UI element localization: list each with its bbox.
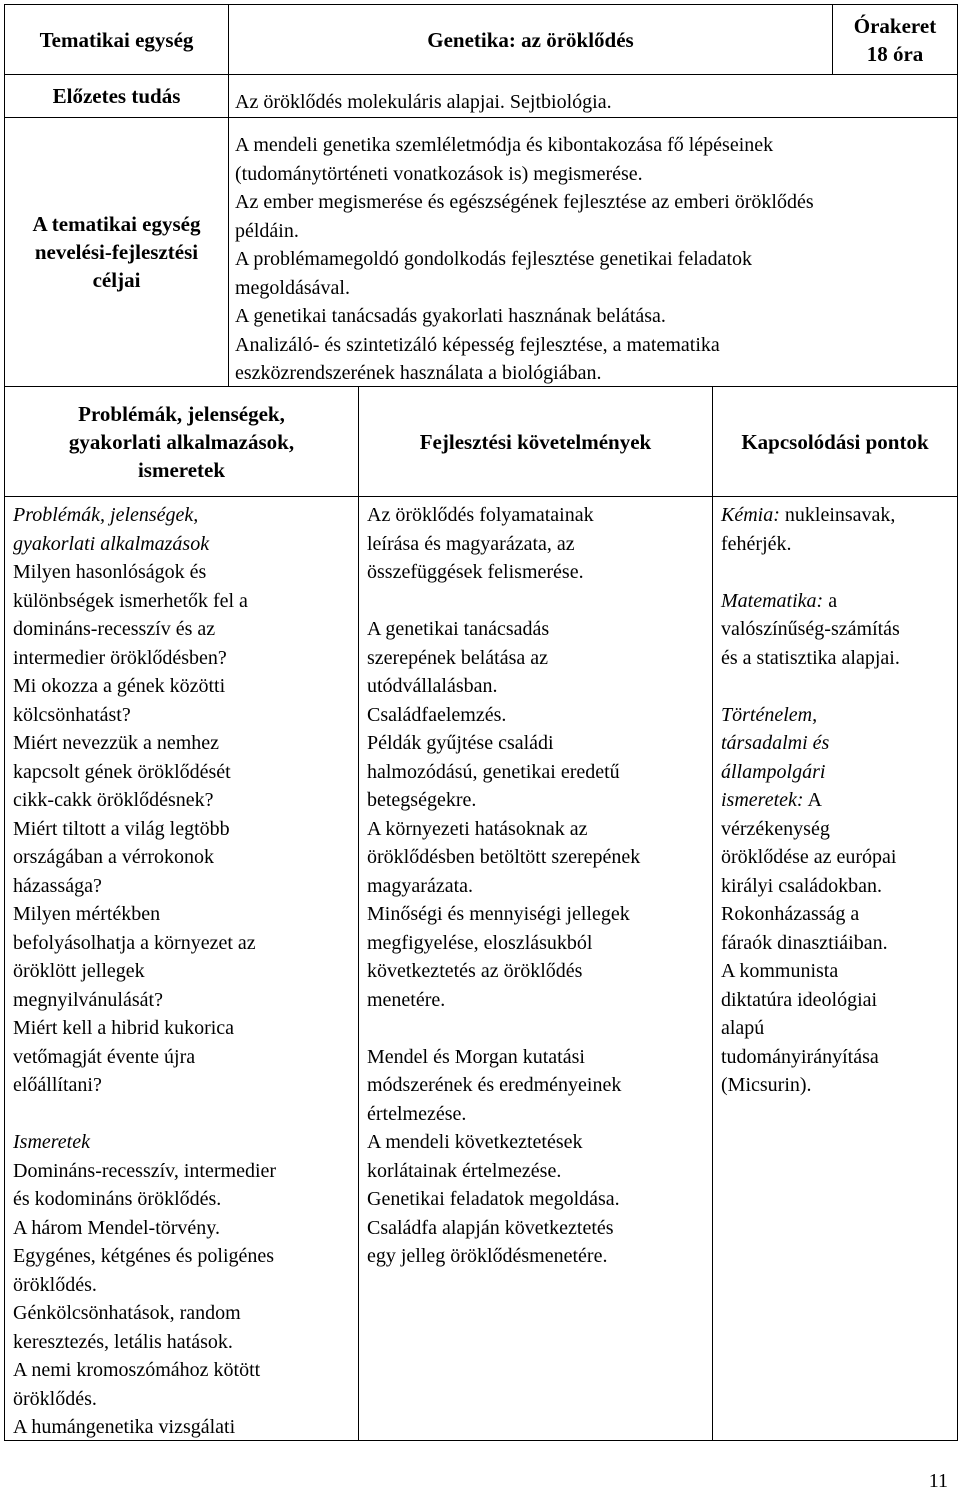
goals-label-cell xyxy=(4,117,229,387)
goal-line: Az ember megismerése és egészségének fejlesztése az emberi öröklődés xyxy=(235,191,814,213)
problems-heading: Problémák, jelenségek, xyxy=(13,504,199,526)
col-connections-header-text: Kapcsolódási pontok xyxy=(741,429,929,454)
connection-line: fáraók dinasztiáiban. xyxy=(721,931,888,954)
problem-line: domináns-recesszív és az xyxy=(13,618,216,640)
chemistry-label: Kémia: xyxy=(721,504,780,526)
history-text: A xyxy=(803,789,822,811)
problem-line: cikk-cakk öröklődésnek? xyxy=(13,789,214,811)
knowledge-line: A humángenetika vizsgálati xyxy=(13,1416,236,1438)
problem-line: házassága? xyxy=(13,874,102,897)
goals-label-line: A tematikai egység xyxy=(32,212,201,236)
connection-line: Rokonházasság a xyxy=(721,903,860,925)
problem-line: Milyen hasonlóságok és xyxy=(13,561,207,583)
col-problems-header xyxy=(4,386,359,497)
problem-line: Miért nevezzük a nemhez xyxy=(13,732,220,754)
goal-line: példáin. xyxy=(235,219,299,242)
chemistry-text: nukleinsavak, xyxy=(779,504,896,526)
page-number: 11 xyxy=(928,1470,948,1492)
problem-line: intermedier öröklődésben? xyxy=(13,646,227,669)
connection-line: A kommunista xyxy=(721,960,839,982)
goals-label-line: céljai xyxy=(92,268,141,292)
problem-line: különbségek ismerhetők fel a xyxy=(13,589,248,612)
goals-cell xyxy=(228,117,958,387)
connection-line: vérzékenység xyxy=(721,817,830,840)
knowledge-line: keresztezés, letális hatások. xyxy=(13,1330,233,1353)
problem-line: vetőmagját évente újra xyxy=(13,1045,196,1068)
connection-line: alapú xyxy=(721,1017,765,1039)
goal-line: (tudománytörténeti vonatkozások is) megismerése. xyxy=(235,162,643,185)
history-label-line: állampolgári xyxy=(721,760,826,783)
goal-line: Analizáló- és szintetizáló képesség fejlesztése, a matematika xyxy=(235,333,720,356)
requirement-line: Minőségi és mennyiségi jellegek xyxy=(367,903,630,925)
requirement-line: magyarázata. xyxy=(367,874,474,897)
requirement-line: szerepének belátása az xyxy=(367,646,548,669)
requirement-line: Példák gyűjtése családi xyxy=(367,732,554,754)
connection-line: fehérjék. xyxy=(721,532,792,555)
col-problems-header-line: ismeretek xyxy=(137,457,226,482)
requirement-line: korlátainak értelmezése. xyxy=(367,1159,562,1182)
knowledge-line: A nemi kromoszómához kötött xyxy=(13,1359,261,1381)
connection-line: öröklődése az európai xyxy=(721,846,897,868)
col-problems-header-line: gyakorlati alkalmazások, xyxy=(68,429,295,454)
requirement-line: Mendel és Morgan kutatási xyxy=(367,1045,585,1068)
requirement-line: betegségekre. xyxy=(367,789,477,811)
problem-line: megnyilvánulását? xyxy=(13,988,163,1011)
problem-line: országában a vérrokonok xyxy=(13,846,215,868)
goal-line: eszközrendszerének használata a biológiában. xyxy=(235,362,602,384)
problem-line: befolyásolhatja a környezet az xyxy=(13,931,256,954)
requirement-line: összefüggések felismerése. xyxy=(367,561,584,583)
knowledge-line: öröklődés. xyxy=(13,1273,97,1296)
problem-line: öröklött jellegek xyxy=(13,960,145,982)
col-requirements-header-text: Fejlesztési követelmények xyxy=(419,429,652,454)
requirement-line: értelmezése. xyxy=(367,1102,467,1125)
requirement-line: Az öröklődés folyamatainak xyxy=(367,504,594,526)
problem-line: Miért kell a hibrid kukorica xyxy=(13,1017,235,1039)
requirement-line: Családfaelemzés. xyxy=(367,703,507,726)
hours-label: Órakeret xyxy=(853,13,937,38)
history-label-line: Történelem, xyxy=(721,703,818,726)
prior-knowledge-label: Előzetes tudás xyxy=(52,84,181,108)
problem-line: előállítani? xyxy=(13,1074,102,1096)
knowledge-line: A három Mendel-törvény. xyxy=(13,1216,220,1239)
requirement-line: A genetikai tanácsadás xyxy=(367,618,550,640)
connection-line: tudományirányítása xyxy=(721,1045,879,1068)
unit-label: Tematikai egység xyxy=(39,27,194,52)
knowledge-line: Génkölcsönhatások, random xyxy=(13,1302,241,1324)
connection-line: királyi családokban. xyxy=(721,874,883,897)
connection-line: valószínűség-számítás xyxy=(721,618,900,640)
unit-label-cell xyxy=(4,4,229,75)
requirement-line: A mendeli következtetések xyxy=(367,1131,583,1153)
hours-value: 18 óra xyxy=(866,41,924,66)
problem-line: Mi okozza a gének közötti xyxy=(13,675,226,697)
connections-cell xyxy=(712,496,958,1441)
goal-line: A problémamegoldó gondolkodás fejlesztése genetikai feladatok xyxy=(235,248,753,270)
connection-line: és a statisztika alapjai. xyxy=(721,646,900,669)
goal-line: A mendeli genetika szemléletmódja és kibontakozása fő lépéseinek xyxy=(235,134,774,156)
knowledge-line: öröklődés. xyxy=(13,1387,97,1410)
problem-line: Miért tiltott a világ legtöbb xyxy=(13,817,230,840)
requirement-line: egy jelleg öröklődésmenetére. xyxy=(367,1245,608,1267)
prior-knowledge-cell xyxy=(228,74,958,118)
requirement-line: módszerének és eredményeinek xyxy=(367,1074,622,1096)
history-label: ismeretek: xyxy=(721,789,804,811)
requirement-line: leírása és magyarázata, az xyxy=(367,532,575,555)
requirement-line: halmozódású, genetikai eredetű xyxy=(367,760,620,783)
requirements-cell xyxy=(358,496,713,1441)
col-problems-header-line: Problémák, jelenségek, xyxy=(78,401,285,426)
knowledge-line: és kodomináns öröklődés. xyxy=(13,1188,222,1210)
goals-label-line: nevelési-fejlesztési xyxy=(34,240,199,264)
hours-cell xyxy=(832,4,958,75)
col-requirements-header xyxy=(358,386,713,497)
connection-history xyxy=(721,786,957,815)
prior-knowledge-text: Az öröklődés molekuláris alapjai. Sejtbiológia. xyxy=(235,91,612,113)
goal-line: A genetikai tanácsadás gyakorlati hasznának belátása. xyxy=(235,305,666,327)
connection-line: (Micsurin). xyxy=(721,1074,812,1096)
knowledge-heading: Ismeretek xyxy=(13,1131,90,1153)
requirement-line: menetére. xyxy=(367,988,446,1011)
problem-line: kapcsolt gének öröklődését xyxy=(13,760,231,783)
requirement-line: Családfa alapján következtetés xyxy=(367,1216,614,1239)
requirement-line: öröklődésben betöltött szerepének xyxy=(367,846,641,868)
goal-line: megoldásával. xyxy=(235,276,350,299)
requirement-line: A környezeti hatásoknak az xyxy=(367,817,588,840)
math-text: a xyxy=(823,589,838,612)
col-connections-header xyxy=(712,386,958,497)
connection-math xyxy=(721,587,957,616)
problems-heading: gyakorlati alkalmazások xyxy=(13,532,210,555)
requirement-line: utódvállalásban. xyxy=(367,675,498,697)
requirement-line: következtetés az öröklődés xyxy=(367,960,583,982)
math-label: Matematika: xyxy=(721,589,824,612)
unit-title: Genetika: az öröklődés xyxy=(427,27,634,52)
connection-chemistry xyxy=(721,501,957,530)
problem-line: Milyen mértékben xyxy=(13,903,161,925)
prior-knowledge-label-cell xyxy=(4,74,229,118)
knowledge-line: Egygénes, kétgénes és poligénes xyxy=(13,1245,275,1267)
problems-cell xyxy=(4,496,359,1441)
requirement-line: megfigyelése, eloszlásukból xyxy=(367,931,593,954)
knowledge-line: Domináns-recesszív, intermedier xyxy=(13,1159,277,1182)
history-label-line: társadalmi és xyxy=(721,732,830,754)
connection-line: diktatúra ideológiai xyxy=(721,988,878,1011)
problem-line: kölcsönhatást? xyxy=(13,703,131,726)
unit-title-cell xyxy=(228,4,833,75)
requirement-line: Genetikai feladatok megoldása. xyxy=(367,1188,620,1210)
